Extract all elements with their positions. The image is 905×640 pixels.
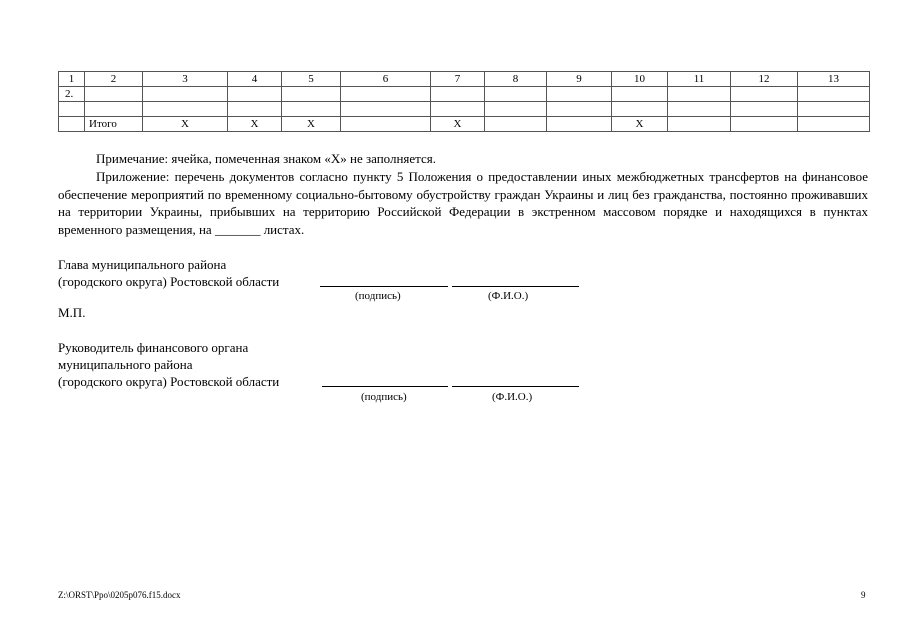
table-cell <box>143 102 228 117</box>
table-cell <box>431 87 485 102</box>
table-cell <box>85 102 143 117</box>
table-cell: X <box>612 117 668 132</box>
table-cell <box>547 117 612 132</box>
table-cell <box>228 102 282 117</box>
table-cell: 8 <box>485 72 547 87</box>
table-cell <box>485 117 547 132</box>
finance-name-caption: (Ф.И.О.) <box>492 391 533 403</box>
finance-signature-caption: (подпись) <box>361 391 407 403</box>
head-name-caption: (Ф.И.О.) <box>488 290 529 302</box>
table-cell: X <box>228 117 282 132</box>
table-cell <box>612 102 668 117</box>
table-cell: 13 <box>798 72 870 87</box>
appendix-text: Приложение: перечень документов согласно пункту 5 Положения о предоставлении иных межбюджетных трансфертов на финансовое обеспечение мероприятий по временному социально-бытовому обустройству граждан Украины и лиц без гражданства, постоянно проживавших на территории Украины, прибывших на территорию Российской Федерации в экстренном массовом порядке и находящихся в пунктах временного размещения, на _______ листах. <box>58 169 868 237</box>
table-cell <box>59 117 85 132</box>
table-cell: 6 <box>341 72 431 87</box>
table-header-row <box>59 72 870 87</box>
table-cell <box>731 117 798 132</box>
table-cell: 10 <box>612 72 668 87</box>
table-cell <box>431 102 485 117</box>
head-name-line <box>452 286 579 287</box>
table-cell <box>547 87 612 102</box>
table-cell <box>143 87 228 102</box>
stamp-placeholder: М.П. <box>58 305 86 320</box>
finance-title-line1: Руководитель финансового органа <box>58 340 249 355</box>
table-cell: 5 <box>282 72 341 87</box>
table-cell <box>282 102 341 117</box>
table-cell: Итого <box>85 117 143 132</box>
footer-file-path: Z:\ORST\Ppo\0205p076.f15.docx <box>58 590 181 600</box>
finance-title-line2: муниципального района <box>58 357 193 372</box>
table-cell <box>668 87 731 102</box>
table-cell: 4 <box>228 72 282 87</box>
table-cell: 11 <box>668 72 731 87</box>
head-signature-caption: (подпись) <box>355 290 401 302</box>
table-cell <box>341 102 431 117</box>
table-cell: X <box>282 117 341 132</box>
head-title-line1: Глава муниципального района <box>58 257 227 272</box>
table-cell <box>485 102 547 117</box>
footer-page-number: 9 <box>861 590 866 600</box>
table-cell <box>798 117 870 132</box>
head-signature-line <box>320 286 448 287</box>
table-cell <box>282 87 341 102</box>
table-cell <box>612 87 668 102</box>
table-row <box>59 102 870 117</box>
report-table <box>58 71 870 132</box>
table-cell: 1 <box>59 72 85 87</box>
table-cell: 9 <box>547 72 612 87</box>
table-cell <box>668 102 731 117</box>
table-total-row <box>59 117 870 132</box>
table-cell <box>668 117 731 132</box>
table-cell: 2. <box>59 87 85 102</box>
finance-name-line <box>452 386 579 387</box>
table-cell: 3 <box>143 72 228 87</box>
table-cell <box>798 102 870 117</box>
head-title-line2: (городского округа) Ростовской области <box>58 274 280 289</box>
note-text: Примечание: ячейка, помеченная знаком «Х» не заполняется. <box>96 151 437 166</box>
finance-title-line3: (городского округа) Ростовской области <box>58 374 280 389</box>
table-row <box>59 87 870 102</box>
table-cell <box>731 102 798 117</box>
table-cell <box>798 87 870 102</box>
finance-signature-line <box>322 386 448 387</box>
table-cell: 7 <box>431 72 485 87</box>
table-cell <box>228 87 282 102</box>
table-cell <box>85 87 143 102</box>
table-cell: 12 <box>731 72 798 87</box>
table-cell: X <box>143 117 228 132</box>
table-cell <box>485 87 547 102</box>
table-cell <box>341 117 431 132</box>
table-cell: 2 <box>85 72 143 87</box>
table-cell <box>341 87 431 102</box>
table-cell: X <box>431 117 485 132</box>
table-cell <box>59 102 85 117</box>
table-cell <box>731 87 798 102</box>
table-cell <box>547 102 612 117</box>
